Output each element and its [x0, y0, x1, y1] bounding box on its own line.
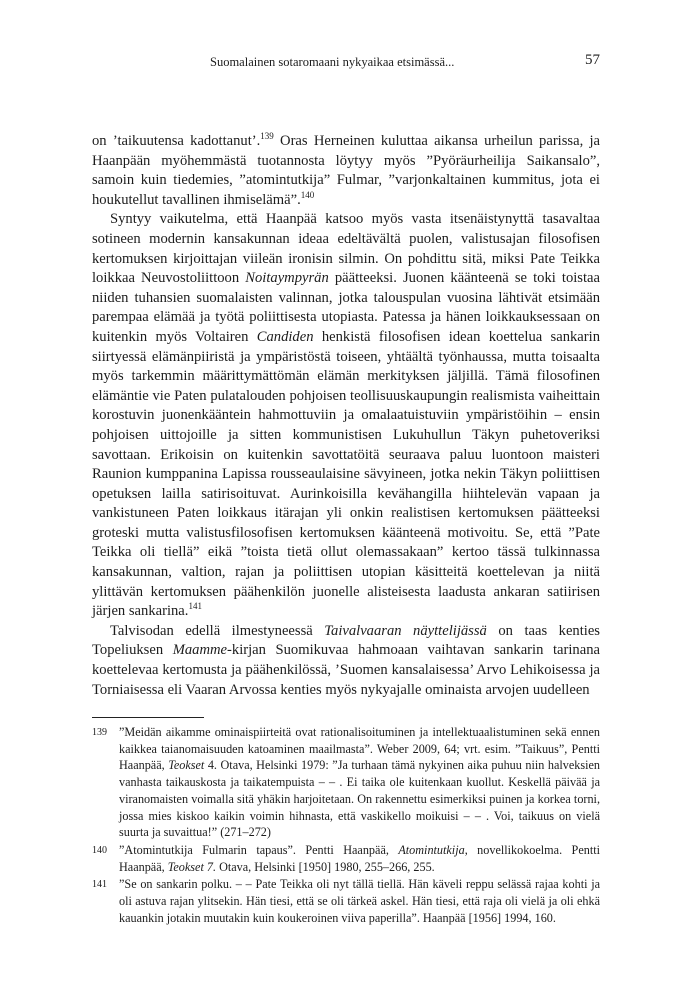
- paragraph-1: on ’taikuutensa kadottanut’.$^{139}$ Oras Herneinen kuluttaa aikansa urheilun parissa, ja Haanpään myöhemmästä tuotannosta löytyy myös ”Pyöräurheilija Saikansalo”, samoin kuin tiedemies, ”atomintutkija” Fulmar, ”varjonkaltainen kummitus, jota ei houkutellut tavallinen ihmiselämä”.$^{140}$: [92, 131, 601, 208]
- footnote-text: ”Meidän aikamme ominaispiirteitä ovat rationalisoituminen ja intellektuaalistuminen sekä ennen kaikkea taianomaisuuden katoaminen maailmasta”. Weber 2009, 64; vrt. esim. ”Taikuus”, Pentti Haanpää, Teokset 4. Otava, Helsinki 1979: ”Ja turhaan tämä nykyinen aika puhuu niin halveksien vanhasta taikauskosta ja taikatempuista – – . Ei taika ole kuitenkaan kuollut. Keskellä päivää ja viranomaisten voimalla sitä yhäkin harjoitetaan. On rakennettu esimerkiksi puinen ja korkea torni, jossa mies kiskoo kaikin voimin hihnasta, että vaskikello moikuisi – – . Voi, taikuus on vielä suurta ja suvaittua!” (271–272): [119, 725, 600, 840]
- paragraph-3: Talvisodan edellä ilmestyneessä Taivalvaaran näyttelijässä on taas kenties Topeliuksen Maamme-kirjan Suomikuvaa hahmoaan vaihtavan sankarin tarinana koettelevaa kertomusta ja päähenkilössä, ’Suomen kansalaisessa’ Arvo Lehikoisessa ja Torniaisessa eli Vaaran Arvossa kenties myös nykyajalle ominaista arvojen uudelleen: [92, 622, 600, 698]
- footnote-divider: [92, 717, 204, 718]
- paragraph-2: Syntyy vaikutelma, että Haanpää katsoo myös vasta itsenäistynyttä tasavaltaa sotineen modernin kansakunnan ideaa edeltävältä puolen, valistusajan filosofisen kertomuksen kirjoittajan viileän ironisin silmin. On pohdittu sitä, miksi Pate Teikka loikkaa Neuvostoliittoon Noitaympyrän päätteeksi. Juonen käänteenä se toki toistaa niiden tuhansien suomalaisten valinnan, jotka talouspulan vuosina lähtivät etsimään parempaa elämää ja työtä poliittisesta utopiasta. Patessa ja hänen loikkauksessaan on kuitenkin myös Voltairen Candiden henkistä filosofisen idean koettelua sankarin siirtyessä elämänpiiristä ja ympäristöstä toiseen, yhtäältä työnhaussa, mutta toisaalta myös tarkemmin määrittymättömän elämän merkityksen jäljillä. Tämä filosofinen elämäntie vie Paten pulatalouden pohjoisen teollisuuskaupungin realismista vaiheittain korostuvin juonenkääntein hahmottuviin ja omalaatuistuviin ympäristöihin – ensin pohjoisen uittojoille ja sitten kommunistisen Lukuhullun Täkyn puhetoveriksi savottaan. Erikoisin on kuitenkin savottatöitä seuraava paluu luontoon maisteri Raunion kumppanina Lapissa rousseaulaisine sävyineen, jotka nekin Täkyn poliittisen opetuksen lailla satirisoituvat. Aurinkoisilla kevähangilla hiihtelevän vapaan ja vankistuneen Paten loikkaus itärajan yli onkin realistisen kertomuksen päätteeksi groteski mutta valistusfilosofisen kertomuksen käänteenä motivoitu. Se, että ”Pate Teikka oli tiellä” eikä ”toista tietä ollut olemassakaan” kertoo tässä tulkinnassa kansakunnan, valtion, rajan ja poliittisen utopian käsitteitä koettelevan ja niitä ylittävän kertomuksen päähenkilön juonelle alisteisesta laadusta ankaran satiirisen järjen sankarina.$^{141}$: [92, 211, 600, 620]
- page-number: 57: [585, 52, 600, 68]
- footnote-ref-140[interactable]: 140: [300, 189, 315, 200]
- footnote-ref-141[interactable]: 141: [188, 601, 202, 612]
- footnote-ref-139[interactable]: 139: [260, 131, 274, 142]
- footnote-139: [92, 724, 600, 841]
- footnote-number: 140: [92, 844, 107, 856]
- footnote-number: 141: [92, 879, 107, 891]
- footnote-text: ”Atomintutkija Fulmarin tapaus”. Pentti Haanpää, Atomintutkija, novellikokoelma. Pentti Haanpää, Teokset 7. Otava, Helsinki [1950] 1980, 255–266, 255.: [119, 842, 600, 874]
- footnote-number: 139: [92, 727, 107, 738]
- footnote-141: [92, 876, 600, 926]
- footnotes: [92, 724, 600, 927]
- footnote-140: [92, 842, 600, 875]
- running-head: Suomalainen sotaromaani nykyaikaa etsimässä...: [210, 55, 455, 69]
- footnote-text: ”Se on sankarin polku. – – Pate Teikka oli nyt tällä tiellä. Hän käveli reppu selässä rajaa kohti ja oli astuva rajan ylitsekin. Hän tiesi, että se oli tärkeä askel. Hän tiesi, että raja oli vielä ja oli ehkä kauankin jotakin muutakin kuin koukeroinen viiva paperilla”. Haanpää [1956] 1994, 160.: [119, 877, 600, 925]
- main-text: [92, 132, 600, 700]
